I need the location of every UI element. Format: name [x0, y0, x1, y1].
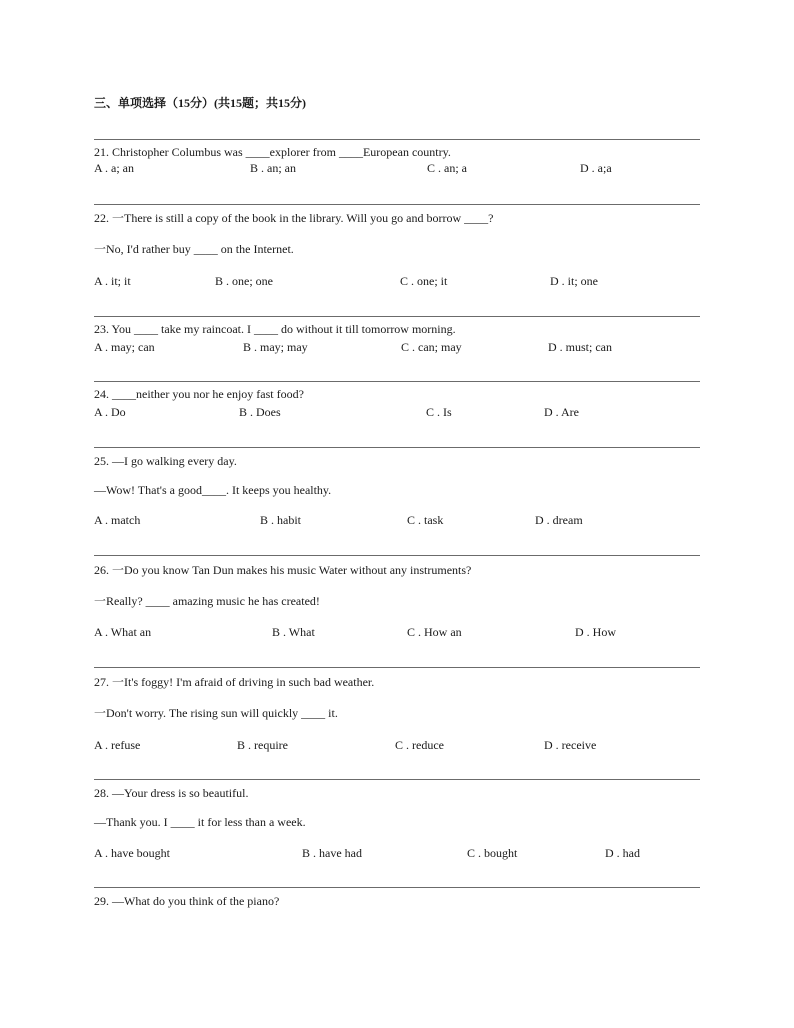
- divider: [94, 779, 700, 780]
- option-a[interactable]: A . match: [94, 513, 141, 527]
- divider: [94, 204, 700, 205]
- option-b[interactable]: B . What: [272, 625, 315, 639]
- option-c[interactable]: C . an; a: [427, 161, 467, 175]
- option-c[interactable]: C . bought: [467, 846, 518, 860]
- option-a[interactable]: A . have bought: [94, 846, 170, 860]
- divider: [94, 555, 700, 556]
- divider: [94, 316, 700, 317]
- option-d[interactable]: D . a;a: [580, 161, 612, 175]
- question-dialogue: —Thank you. I ____ it for less than a week.: [94, 815, 306, 829]
- option-b[interactable]: B . require: [237, 738, 288, 752]
- question-stem: 26. 一Do you know Tan Dun makes his music Water without any instruments?: [94, 563, 472, 577]
- option-a[interactable]: A . Do: [94, 405, 126, 419]
- option-b[interactable]: B . one; one: [215, 274, 273, 288]
- question-stem: 25. —I go walking every day.: [94, 454, 237, 468]
- question-stem: 24. ____neither you nor he enjoy fast food?: [94, 387, 304, 401]
- question-stem: 23. You ____ take my raincoat. I ____ do without it till tomorrow morning.: [94, 322, 456, 336]
- option-b[interactable]: B . Does: [239, 405, 281, 419]
- option-d[interactable]: D . How: [575, 625, 616, 639]
- question-stem: 28. —Your dress is so beautiful.: [94, 786, 249, 800]
- divider: [94, 667, 700, 668]
- section-title: 三、单项选择（15分）(共15题；共15分): [94, 96, 306, 110]
- question-stem: 21. Christopher Columbus was ____explorer from ____European country.: [94, 145, 451, 159]
- question-dialogue: —Wow! That's a good____. It keeps you healthy.: [94, 483, 332, 497]
- divider: [94, 447, 700, 448]
- option-c[interactable]: C . reduce: [395, 738, 444, 752]
- question-dialogue: 一No, I'd rather buy ____ on the Internet.: [94, 242, 294, 256]
- option-b[interactable]: B . may; may: [243, 340, 308, 354]
- option-d[interactable]: D . must; can: [548, 340, 612, 354]
- option-b[interactable]: B . habit: [260, 513, 301, 527]
- option-a[interactable]: A . it; it: [94, 274, 131, 288]
- option-a[interactable]: A . refuse: [94, 738, 141, 752]
- option-d[interactable]: D . dream: [535, 513, 583, 527]
- option-d[interactable]: D . it; one: [550, 274, 598, 288]
- option-a[interactable]: A . may; can: [94, 340, 155, 354]
- question-stem: 27. 一It's foggy! I'm afraid of driving in such bad weather.: [94, 675, 375, 689]
- divider: [94, 381, 700, 382]
- option-b[interactable]: B . have had: [302, 846, 362, 860]
- option-d[interactable]: D . had: [605, 846, 640, 860]
- question-stem: 29. —What do you think of the piano?: [94, 894, 280, 908]
- divider: [94, 139, 700, 140]
- option-a[interactable]: A . a; an: [94, 161, 134, 175]
- option-c[interactable]: C . can; may: [401, 340, 462, 354]
- question-stem: 22. 一There is still a copy of the book in the library. Will you go and borrow ____?: [94, 211, 494, 225]
- question-dialogue: 一Don't worry. The rising sun will quickly ____ it.: [94, 706, 338, 720]
- option-d[interactable]: D . Are: [544, 405, 579, 419]
- divider: [94, 887, 700, 888]
- option-c[interactable]: C . Is: [426, 405, 452, 419]
- option-d[interactable]: D . receive: [544, 738, 597, 752]
- question-dialogue: 一Really? ____ amazing music he has created!: [94, 594, 320, 608]
- option-c[interactable]: C . How an: [407, 625, 462, 639]
- option-a[interactable]: A . What an: [94, 625, 152, 639]
- option-c[interactable]: C . one; it: [400, 274, 448, 288]
- option-b[interactable]: B . an; an: [250, 161, 296, 175]
- option-c[interactable]: C . task: [407, 513, 444, 527]
